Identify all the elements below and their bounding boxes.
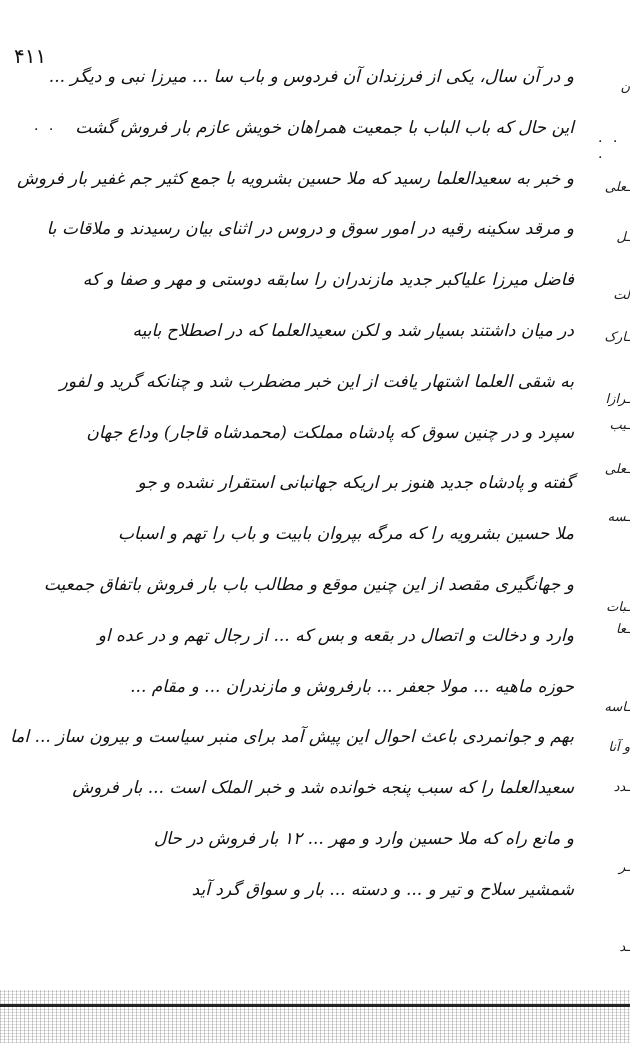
margin-fragment: ـد [619, 940, 630, 955]
margin-fragment: ـدد [613, 780, 630, 795]
margin-fragment: ـسه [607, 510, 630, 525]
scan-noise-edge [0, 990, 630, 1043]
manuscript-line: سپرد و در چنین سوق که پادشاه مملکت (محمدشاه قاجار) وداع جهان [86, 422, 574, 443]
margin-fragment: ـبات [606, 600, 630, 615]
margin-dots: . . . [598, 130, 621, 162]
manuscript-line: گفته و پادشاه جدید هنوز بر اریکه جهانبانی استقرار نشده و جو [137, 473, 574, 494]
margin-fragment: ـعلی [604, 180, 630, 195]
manuscript-line: ملا حسین بشرویه را که مرگه بپروان بابیت و باب را تهم و اسباب [118, 524, 574, 545]
manuscript-line: و مانع راه که ملا حسین وارد و مهر ... ۱۲ بار فروش در حال [153, 828, 574, 849]
margin-fragment: ـعا [615, 622, 630, 637]
margin-fragment: ـارک [604, 330, 630, 345]
adjacent-page-margin [596, 60, 630, 1020]
margin-fragment: ن [620, 80, 630, 95]
margin-fragment: ـیب [609, 418, 630, 433]
manuscript-line: و در آن سال، یکی از فرزندان آن فردوس و باب سا ... میرزا نبی و دیگر ... [48, 67, 574, 87]
manuscript-line: وارد و دخالت و اتصال در بقعه و بس که ... از رجال تهم و در عده او [97, 625, 574, 646]
margin-fragment: ـاسه [604, 700, 630, 715]
manuscript-line: شمشیر سلاح و تیر و ... و دسته ... بار و سواق گرد آید [191, 879, 574, 900]
margin-dots: . . [34, 118, 57, 134]
manuscript-line: و جهانگیری مقصد از این چنین موقع و مطالب باب بار فروش باتفاق جمعیت [43, 574, 574, 595]
manuscript-line: بهم و جوانمردی باعث احوال این پیش آمد برای منبر سیاست و بیرون ساز ... اما [10, 727, 574, 748]
margin-fragment: ـرازا [605, 392, 630, 407]
manuscript-line: در میان داشتند بسیار شد و لکن سعیدالعلما که در اصطلاح بابیه [132, 320, 574, 341]
margin-fragment: ـعلی [604, 462, 630, 477]
manuscript-line: فاضل میرزا علیاکبر جدید مازندران را سابقه دوستی و مهر و صفا و که [82, 270, 574, 291]
margin-fragment: لت [613, 288, 630, 303]
manuscript-line: این حال که باب الباب با جمعیت همراهان خویش عازم بار فروش گشت [75, 117, 574, 138]
manuscript-line: حوزه ماهیه ... مولا جعفر ... بارفروش و مازندران ... و مقام ... [130, 676, 574, 697]
page-number: ۴۱۱ [14, 44, 47, 68]
margin-fragment: ـر [619, 860, 630, 875]
manuscript-line: سعیدالعلما را که سبب پنجه خوانده شد و خبر الملک است ... بار فروش [72, 778, 574, 799]
manuscript-line: به شقی العلما اشتهار یافت از این خبر مضطرب شد و چنانکه گرید و لفور [59, 371, 574, 392]
manuscript-line: و خبر به سعیدالعلما رسید که ملا حسین بشرویه با جمع کثیر جم غفیر بار فروش [17, 168, 574, 189]
margin-fragment: ـل [616, 230, 630, 245]
margin-fragment: و آنا [608, 740, 630, 755]
page-bottom-rule [0, 1004, 630, 1007]
manuscript-line: و مرقد سکینه رقیه در امور سوق و دروس در اثنای بیان رسیدند و ملاقات با [46, 219, 574, 240]
